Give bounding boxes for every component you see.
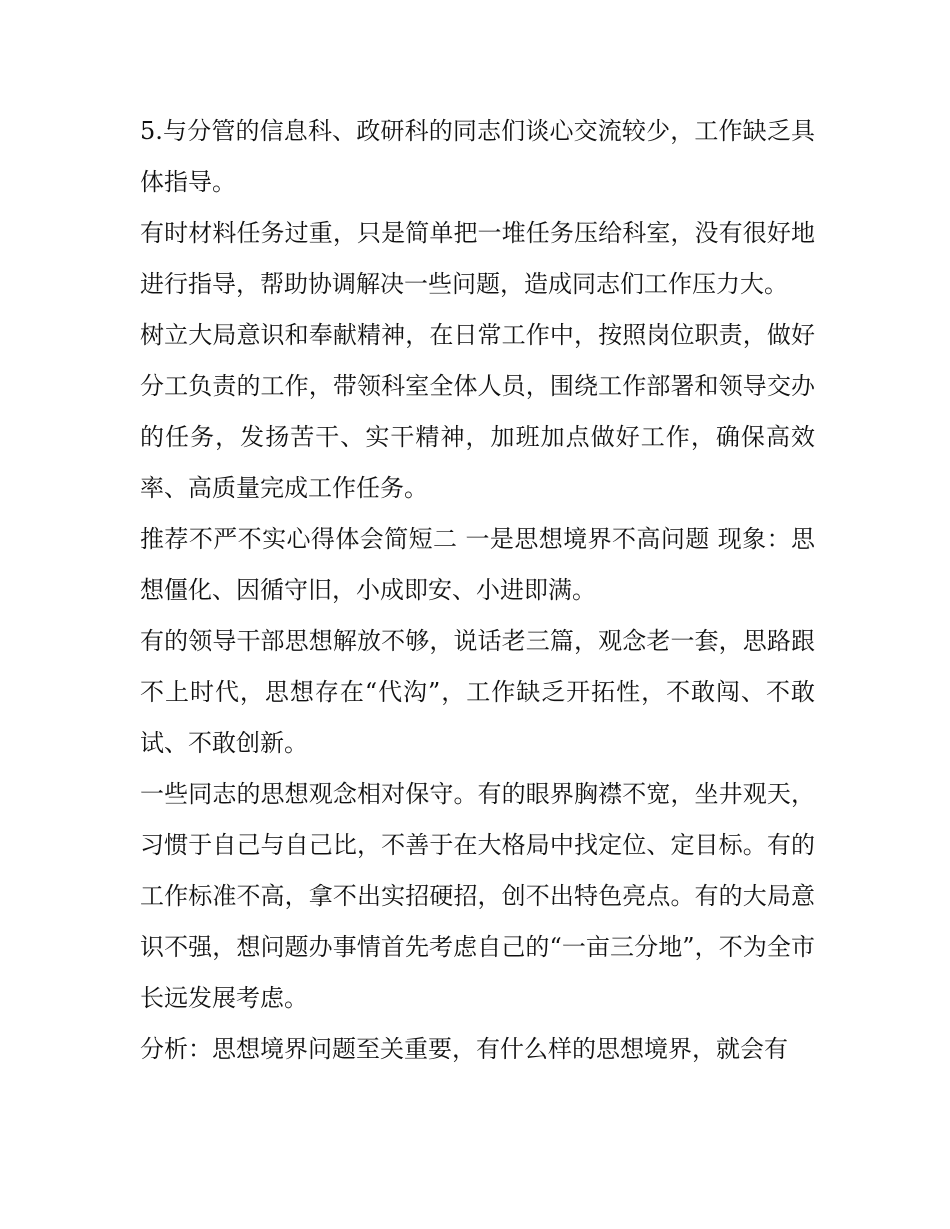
paragraph-6: 一些同志的思想观念相对保守。有的眼界胸襟不宽，坐井观天，习惯于自己与自己比，不善于在大格局中找定位、定目标。有的工作标准不高，拿不出实招硬招，创不出特色亮点。有的大局意识不强，想问题办事情首先考虑自己的“一亩三分地”，不为全市长远发展考虑。 <box>140 780 815 1012</box>
paragraph-1: 5.与分管的信息科、政研科的同志们谈心交流较少，工作缺乏具体指导。 <box>140 117 815 196</box>
paragraph-4: 推荐不严不实心得体会简短二 一是思想境界不高问题 现象：思想僵化、因循守旧，小成即安、小进即满。 <box>140 525 815 604</box>
paragraph-7: 分析：思想境界问题至关重要，有什么样的思想境界，就会有 <box>140 1035 788 1063</box>
paragraph-2: 有时材料任务过重，只是简单把一堆任务压给科室，没有很好地进行指导，帮助协调解决一些问题，造成同志们工作压力大。 <box>140 219 815 298</box>
paragraph-5: 有的领导干部思想解放不够，说话老三篇，观念老一套，思路跟不上时代，思想存在“代沟”，工作缺乏开拓性，不敢闯、不敢试、不敢创新。 <box>140 627 815 757</box>
paragraph-3: 树立大局意识和奉献精神，在日常工作中，按照岗位职责，做好分工负责的工作，带领科室全体人员，围绕工作部署和领导交办的任务，发扬苦干、实干精神，加班加点做好工作，确保高效率、高质量完成工作任务。 <box>140 321 815 502</box>
document-body <box>140 106 815 1075</box>
